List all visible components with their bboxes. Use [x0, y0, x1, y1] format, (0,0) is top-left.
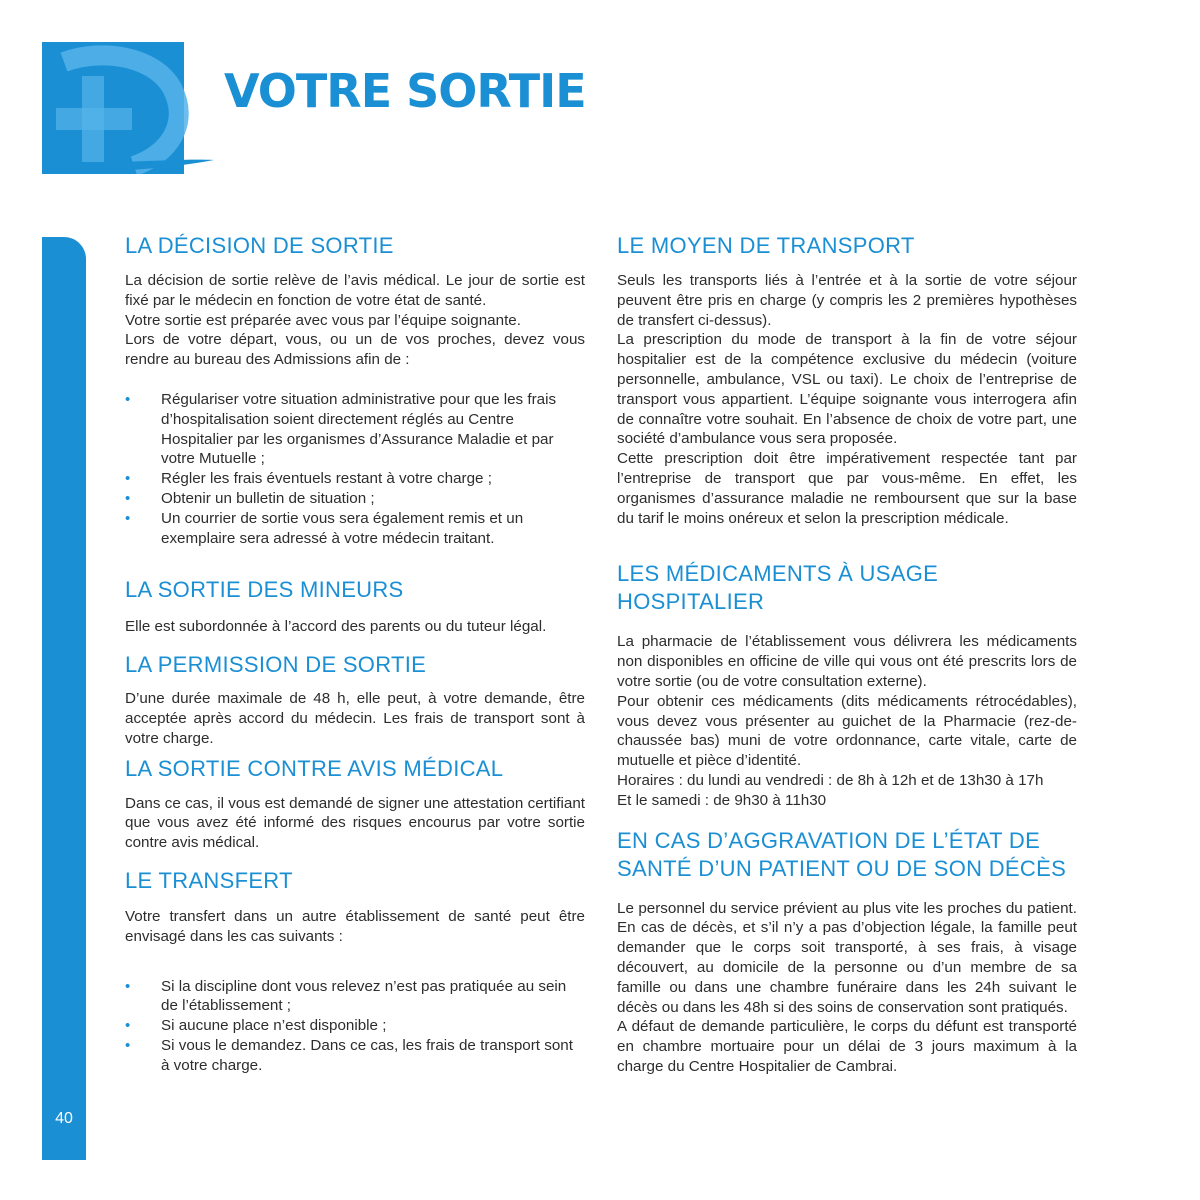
list-item-text: Régler les frais éventuels restant à votre charge ;	[161, 470, 492, 488]
list-item-text: Si aucune place n’est disponible ;	[161, 1017, 387, 1035]
page-title: VOTRE SORTIE	[224, 64, 586, 118]
contre-avis-text: Dans ce cas, il vous est demandé de signer une attestation certifiant que vous avez été informé des risques encourus par votre sortie contre avis médical.	[125, 794, 585, 852]
bullet-icon: •	[125, 1017, 131, 1035]
left-column	[125, 232, 585, 1076]
list-item-text: Si la discipline dont vous relevez n’est pas pratiquée au sein de l’établissement ;	[161, 977, 567, 1015]
bullet-icon: •	[125, 509, 131, 527]
section-heading-medicaments: LES MÉDICAMENTS À USAGE HOSPITALIER	[617, 561, 939, 615]
section-heading-aggravation: EN CAS D’AGGRAVATION DE L’ÉTAT DE SANTÉ D’UN PATIENT OU DE SON DÉCÈS	[617, 827, 1067, 881]
hospital-logo-icon	[42, 42, 222, 174]
list-item	[125, 390, 585, 469]
bullet-icon: •	[125, 390, 131, 408]
section-heading-mineurs: LA SORTIE DES MINEURS	[125, 577, 404, 603]
list-item	[125, 469, 585, 489]
decision-text-1: La décision de sortie relève de l’avis médical. Le jour de sortie est fixé par le médecin en fonction de votre état de santé.	[125, 272, 585, 309]
bullet-icon: •	[125, 470, 131, 488]
list-item-text: Si vous le demandez. Dans ce cas, les frais de transport sont à votre charge.	[161, 1036, 573, 1074]
medicaments-hours-weekday: Horaires : du lundi au vendredi : de 8h à 12h et de 13h30 à 17h	[617, 771, 1044, 789]
section-heading-permission: LA PERMISSION DE SORTIE	[125, 652, 427, 678]
medicaments-text-1: La pharmacie de l’établissement vous délivrera les médicaments non disponibles en officine de ville qui vous ont été prescrits lors de votre sortie (ou de votre consultation externe).	[617, 633, 1077, 690]
list-item-text: Un courrier de sortie vous sera également remis et un exemplaire sera adressé à votre médecin traitant.	[161, 509, 524, 547]
section-heading-transport: LE MOYEN DE TRANSPORT	[617, 233, 915, 258]
side-bar	[42, 237, 86, 1160]
permission-text: D’une durée maximale de 48 h, elle peut, à votre demande, être acceptée après accord du médecin. Les frais de transport sont à votre charge.	[125, 690, 585, 747]
aggravation-text-2: A défaut de demande particulière, le corps du défunt est transporté en chambre mortuaire pour un délai de 3 jours maximum à la charge du Centre Hospitalier de Cambrai.	[617, 1018, 1077, 1075]
bullet-icon: •	[125, 489, 131, 507]
list-item	[125, 1036, 585, 1076]
right-column	[617, 232, 1077, 1077]
list-item	[125, 977, 585, 1017]
list-item-text: Obtenir un bulletin de situation ;	[161, 489, 375, 507]
section-heading-decision: LA DÉCISION DE SORTIE	[125, 233, 394, 258]
page-number: 40	[55, 1110, 73, 1127]
decision-text-2: Votre sortie est préparée avec vous par l’équipe soignante.	[125, 311, 521, 329]
medicaments-text-2: Pour obtenir ces médicaments (dits médicaments rétrocédables), vous devez vous présenter au guichet de la Pharmacie (rez-de-chaussée bas) muni de votre ordonnance, carte vitale, carte de mutuelle et pièce d’identité.	[617, 692, 1077, 770]
list-item	[125, 489, 585, 509]
bullet-icon: •	[125, 1036, 131, 1054]
bullet-icon: •	[125, 977, 131, 995]
aggravation-text-1: Le personnel du service prévient au plus vite les proches du patient. En cas de décès, et s’il n’y a pas d’objection légale, la famille peut demander que le corps soit transporté, à ses frais, à visage découvert, au domicile de la personne ou d’un membre de sa famille ou dans une chambre funéraire dans les 24h suivant le décès ou dans les 48h si des soins de conservation sont pratiqués.	[617, 899, 1077, 1016]
transfert-bullet-list	[125, 977, 585, 1076]
section-heading-contre-avis: LA SORTIE CONTRE AVIS MÉDICAL	[125, 755, 504, 781]
transport-text-3: Cette prescription doit être impérativement respectée tant par l’entreprise de transport que par vous-même. En effet, les organismes d’assurance maladie ne remboursent que sur la base du tarif le moins onéreux et selon la prescription médicale.	[617, 450, 1077, 527]
transfert-text: Votre transfert dans un autre établissement de santé peut être envisagé dans les cas suivants :	[125, 907, 585, 945]
transport-text-2: La prescription du mode de transport à la fin de votre séjour hospitalier est de la compétence exclusive du médecin (voiture personnelle, ambulance, VSL ou taxi). Le choix de l’entreprise de transport vous appartient. L’équipe soignante vous interrogera afin de connaître votre souhait. En l’absence de choix de votre part, une société d’ambulance vous sera proposée.	[617, 331, 1077, 448]
transport-text-1: Seuls les transports liés à l’entrée et à la sortie de votre séjour peuvent être pris en charge (y compris les 2 premières hypothèses de transfert ci-dessus).	[617, 272, 1077, 329]
medicaments-hours-saturday: Et le samedi : de 9h30 à 11h30	[617, 791, 827, 809]
list-item	[125, 1016, 585, 1036]
mineurs-text: Elle est subordonnée à l’accord des parents ou du tuteur légal.	[125, 618, 547, 636]
decision-bullet-list	[125, 390, 585, 548]
decision-text-3: Lors de votre départ, vous, ou un de vos proches, devez vous rendre au bureau des Admissions afin de :	[125, 331, 585, 369]
list-item	[125, 509, 585, 549]
section-heading-transfert: LE TRANSFERT	[125, 867, 293, 893]
list-item-text: Régulariser votre situation administrative pour que les frais d’hospitalisation soient directement réglés au Centre Hospitalier par les organismes d’Assurance Maladie et par votre Mutuelle ;	[161, 390, 557, 468]
